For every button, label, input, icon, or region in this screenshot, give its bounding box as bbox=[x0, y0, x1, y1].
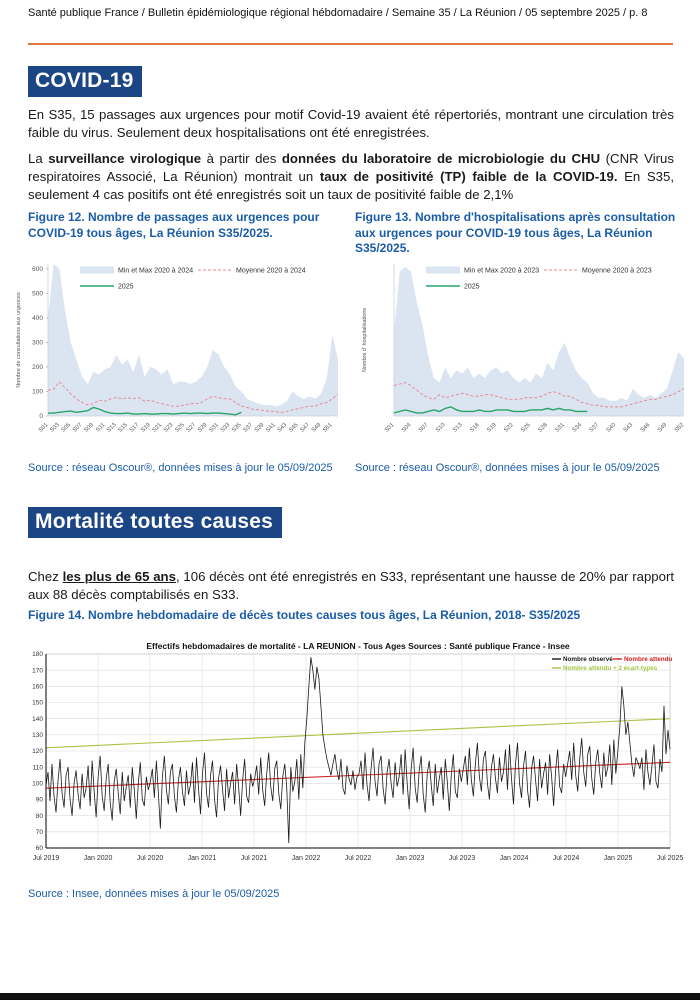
svg-text:S07: S07 bbox=[71, 422, 84, 434]
svg-text:S09: S09 bbox=[83, 422, 95, 434]
svg-text:S13: S13 bbox=[452, 422, 464, 434]
svg-text:S17: S17 bbox=[128, 422, 141, 434]
svg-text:S13: S13 bbox=[106, 422, 118, 434]
svg-text:60: 60 bbox=[35, 845, 43, 853]
svg-text:S21: S21 bbox=[151, 422, 164, 434]
svg-text:70: 70 bbox=[35, 829, 43, 837]
svg-text:S01: S01 bbox=[383, 422, 396, 434]
svg-text:S47: S47 bbox=[299, 422, 311, 434]
svg-text:600: 600 bbox=[32, 266, 43, 274]
svg-text:S46: S46 bbox=[639, 422, 652, 434]
svg-text:200: 200 bbox=[32, 364, 43, 372]
figure14-chart bbox=[22, 640, 684, 877]
svg-text:130: 130 bbox=[32, 732, 43, 740]
svg-text:S43: S43 bbox=[276, 422, 289, 434]
svg-text:S23: S23 bbox=[162, 422, 175, 434]
svg-text:S11: S11 bbox=[95, 422, 107, 434]
svg-text:Jul 2023: Jul 2023 bbox=[448, 855, 476, 862]
svg-text:S51: S51 bbox=[322, 422, 334, 434]
page-header: Santé publique France / Bulletin épidémiologique régional hébdomadaire / Semaine 35 / La Réunion / 05 septembre 2025 / p. 8 bbox=[28, 7, 648, 19]
svg-text:110: 110 bbox=[32, 764, 43, 772]
svg-text:S39: S39 bbox=[253, 422, 266, 434]
svg-text:180: 180 bbox=[32, 651, 43, 659]
svg-text:Moyenne 2020 à 2023: Moyenne 2020 à 2023 bbox=[582, 267, 652, 275]
svg-text:100: 100 bbox=[32, 388, 43, 396]
svg-text:S25: S25 bbox=[174, 422, 186, 434]
svg-text:Min et Max 2020 à 2023: Min et Max 2020 à 2023 bbox=[464, 267, 540, 275]
svg-text:Jan 2025: Jan 2025 bbox=[603, 855, 633, 862]
svg-text:S15: S15 bbox=[117, 422, 130, 434]
svg-text:300: 300 bbox=[32, 339, 43, 347]
svg-text:S40: S40 bbox=[605, 422, 618, 434]
svg-text:Jul 2021: Jul 2021 bbox=[240, 855, 268, 862]
svg-text:400: 400 bbox=[32, 315, 43, 323]
svg-text:120: 120 bbox=[32, 748, 43, 756]
figure13-chart bbox=[352, 258, 697, 454]
svg-text:Jan 2021: Jan 2021 bbox=[187, 855, 217, 862]
svg-text:S49: S49 bbox=[310, 422, 323, 434]
svg-text:S29: S29 bbox=[197, 422, 209, 434]
svg-text:140: 140 bbox=[32, 715, 43, 723]
svg-text:Min et Max 2020 à 2024: Min et Max 2020 à 2024 bbox=[118, 267, 194, 275]
figure12-caption: Figure 12. Nombre de passages aux urgences pour COVID-19 tous âges, La Réunion S35/2025. bbox=[28, 210, 320, 240]
svg-text:S07: S07 bbox=[417, 422, 430, 434]
svg-text:S10: S10 bbox=[435, 422, 447, 434]
covid-paragraph-1: En S35, 15 passages aux urgences pour motif Covid-19 avaient été répertoriés, montrant une circulation très faible du virus. Seulement deux hospitalisations ont été enregistrées. bbox=[28, 107, 674, 141]
svg-text:S04: S04 bbox=[400, 422, 413, 434]
svg-text:2025: 2025 bbox=[464, 283, 480, 291]
svg-text:S22: S22 bbox=[503, 422, 515, 434]
svg-text:S37: S37 bbox=[242, 422, 255, 434]
svg-text:150: 150 bbox=[32, 699, 43, 707]
figure14-source: Source : Insee, données mises à jour le 05/09/2025 bbox=[28, 888, 280, 900]
svg-text:S16: S16 bbox=[469, 422, 481, 434]
svg-text:Jan 2020: Jan 2020 bbox=[83, 855, 113, 862]
svg-text:Jul 2024: Jul 2024 bbox=[552, 855, 580, 862]
covid-section-title: COVID-19 bbox=[28, 66, 142, 97]
svg-text:170: 170 bbox=[32, 667, 43, 675]
svg-text:Nombre d' hospitalisations: Nombre d' hospitalisations bbox=[362, 307, 368, 373]
svg-text:S01: S01 bbox=[37, 422, 50, 434]
svg-text:Nombre attendu: Nombre attendu bbox=[624, 656, 673, 663]
svg-text:Jan 2023: Jan 2023 bbox=[395, 855, 425, 862]
orange-divider bbox=[28, 43, 673, 45]
svg-text:S28: S28 bbox=[537, 422, 549, 434]
figure14-caption: Figure 14. Nombre hebdomadaire de décès toutes causes tous âges, La Réunion, 2018- S35/2025 bbox=[28, 608, 581, 622]
svg-text:Jan 2024: Jan 2024 bbox=[499, 855, 529, 862]
svg-text:S41: S41 bbox=[265, 422, 277, 434]
svg-text:Jul 2019: Jul 2019 bbox=[32, 855, 60, 862]
svg-text:S33: S33 bbox=[219, 422, 232, 434]
svg-text:Jul 2020: Jul 2020 bbox=[136, 855, 164, 862]
svg-text:S35: S35 bbox=[231, 422, 243, 434]
figure13-source: Source : réseau Oscour®, données mises à jour le 05/09/2025 bbox=[355, 462, 660, 474]
svg-text:Moyenne 2020 à 2024: Moyenne 2020 à 2024 bbox=[236, 267, 306, 275]
svg-text:S52: S52 bbox=[673, 422, 686, 434]
svg-text:80: 80 bbox=[35, 812, 43, 820]
svg-text:S03: S03 bbox=[49, 422, 61, 434]
svg-text:S25: S25 bbox=[520, 422, 532, 434]
svg-text:0: 0 bbox=[39, 413, 43, 421]
svg-text:Jan 2022: Jan 2022 bbox=[291, 855, 321, 862]
svg-text:100: 100 bbox=[32, 780, 43, 788]
svg-text:S49: S49 bbox=[656, 422, 669, 434]
svg-text:S19: S19 bbox=[140, 422, 152, 434]
mortality-paragraph: Chez les plus de 65 ans, 106 décès ont été enregistrés en S33, représentant une hausse de 20% par rapport aux 88 décès comptabilisés en S33. bbox=[28, 569, 674, 603]
svg-text:S34: S34 bbox=[571, 422, 584, 434]
svg-text:S19: S19 bbox=[486, 422, 498, 434]
figure13-caption: Figure 13. Nombre d'hospitalisations après consultation aux urgences pour COVID-19 tous âges, La Réunion S35/2025. bbox=[355, 210, 676, 256]
svg-text:Nombre attendu + 2 écart-types: Nombre attendu + 2 écart-types bbox=[563, 665, 658, 672]
svg-text:S45: S45 bbox=[288, 422, 300, 434]
svg-text:160: 160 bbox=[32, 683, 43, 691]
svg-text:S05: S05 bbox=[60, 422, 73, 434]
figure12-chart bbox=[12, 258, 345, 454]
svg-text:Effectifs hebdomadaires de mor: Effectifs hebdomadaires de mortalité - LA REUNION - Tous Ages Sources : Santé publique France - Insee bbox=[146, 641, 570, 651]
bottom-edge-bar bbox=[0, 993, 700, 1000]
svg-text:S31: S31 bbox=[208, 422, 221, 434]
svg-text:Nombre observé: Nombre observé bbox=[563, 656, 613, 663]
svg-text:Jul 2022: Jul 2022 bbox=[344, 855, 372, 862]
figure12-source: Source : réseau Oscour®, données mises à jour le 05/09/2025 bbox=[28, 462, 333, 474]
svg-text:500: 500 bbox=[32, 290, 43, 298]
svg-text:S37: S37 bbox=[588, 422, 601, 434]
svg-text:Nombre de consultations aux ur: Nombre de consultations aux urgences bbox=[16, 292, 22, 388]
svg-text:S43: S43 bbox=[622, 422, 635, 434]
covid-paragraph-2: La surveillance virologique à partir des données du laboratoire de microbiologie du CHU (CNR Virus respiratoires Associé, La Réunion) montrait un taux de positivité (TP) faible de la COVID-19. En S35, seulement 4 cas positifs ont été enregistrés soit un taux de positivité faible de 2,1% bbox=[28, 151, 674, 203]
svg-text:2025: 2025 bbox=[118, 283, 134, 291]
svg-text:S27: S27 bbox=[185, 422, 198, 434]
mortality-section-title: Mortalité toutes causes bbox=[28, 507, 282, 538]
svg-text:S31: S31 bbox=[554, 422, 567, 434]
svg-text:90: 90 bbox=[35, 796, 43, 804]
svg-text:Jul 2025: Jul 2025 bbox=[656, 855, 684, 862]
